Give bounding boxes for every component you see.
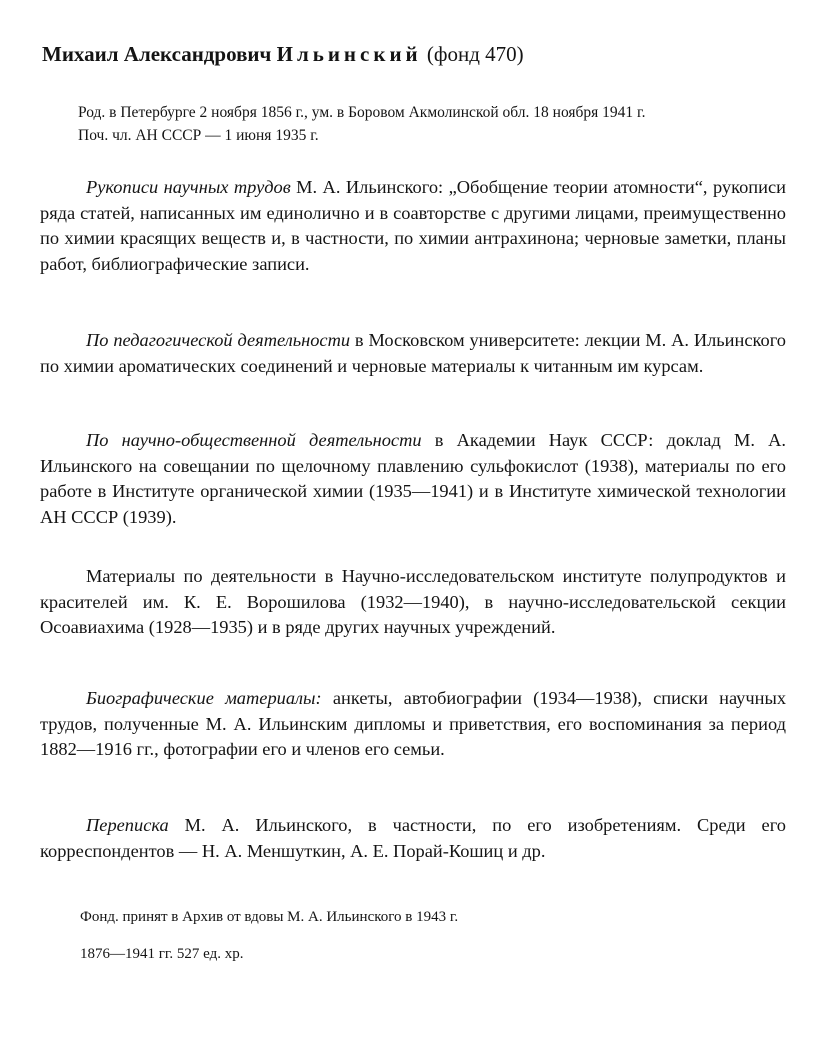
- acquisition-note: Фонд. принят в Архив от вдовы М. А. Ильинского в 1943 г.: [80, 909, 459, 925]
- section-pedagogy: [40, 328, 786, 379]
- fond-heading: [42, 40, 524, 68]
- section-text: М. А. Ильинского: „Обобщение теории атомности“, рукописи ряда статей, написанных им единолично и в соавторстве с другими лицами, преимущественно по химии красящих веществ и, в частности, по химии антрахинона; черновые заметки, планы работ, библиографические записи.: [40, 177, 786, 274]
- person-name: Михаил Александрович: [42, 42, 272, 66]
- section-scientific-public-activity: [40, 428, 786, 530]
- biographical-note: [78, 101, 798, 147]
- section-institute-materials: [40, 564, 786, 641]
- bio-line-membership: Поч. чл. АН СССР — 1 июня 1935 г.: [78, 127, 319, 144]
- person-surname: Ильинский: [276, 42, 422, 66]
- section-lead: Переписка: [86, 815, 169, 835]
- bio-line-birth-death: Род. в Петербурге 2 ноября 1856 г., ум. в Боровом Акмолинской обл. 18 ноября 1941 г.: [78, 104, 646, 121]
- section-text: Материалы по деятельности в Научно-исследовательском институте полупродуктов и красителей им. К. Е. Ворошилова (1932—1940), в научно-исследовательской секции Осоавиахима (1928—1935) и в ряде других научных учреждений.: [40, 566, 786, 637]
- section-text: М. А. Ильинского, в частности, по его изобретениям. Среди его корреспондентов — Н. А. Меншуткин, А. Е. Порай-Кошиц и др.: [40, 815, 786, 861]
- section-manuscripts: [40, 175, 786, 277]
- section-lead: Биографические материалы:: [86, 688, 322, 708]
- section-biographical-materials: [40, 686, 786, 763]
- section-lead: По научно-общественной деятельности: [86, 430, 422, 450]
- section-text: в Академии Наук СССР: доклад М. А. Ильинского на совещании по щелочному плавлению сульфокислот (1938), материалы по его работе в Институте органической химии (1935—1941) и в Институте химической технологии АН СССР (1939).: [40, 430, 787, 527]
- fond-number: (фонд 470): [426, 42, 524, 66]
- section-lead: По педагогической деятельности: [86, 330, 351, 350]
- section-text: анкеты, автобиографии (1934—1938), списки научных трудов, полученные М. А. Ильинским дипломы и приветствия, его воспоминания за период 1882—1916 гг., фотографии его и членов его семьи.: [40, 688, 787, 759]
- extent-note: 1876—1941 гг. 527 ед. хр.: [80, 946, 244, 962]
- section-text: в Московском университете: лекции М. А. Ильинского по химии ароматических соединений и черновые материалы к читанным им курсам.: [40, 330, 787, 376]
- section-lead: Рукописи научных трудов: [86, 177, 291, 197]
- section-correspondence: [40, 813, 786, 864]
